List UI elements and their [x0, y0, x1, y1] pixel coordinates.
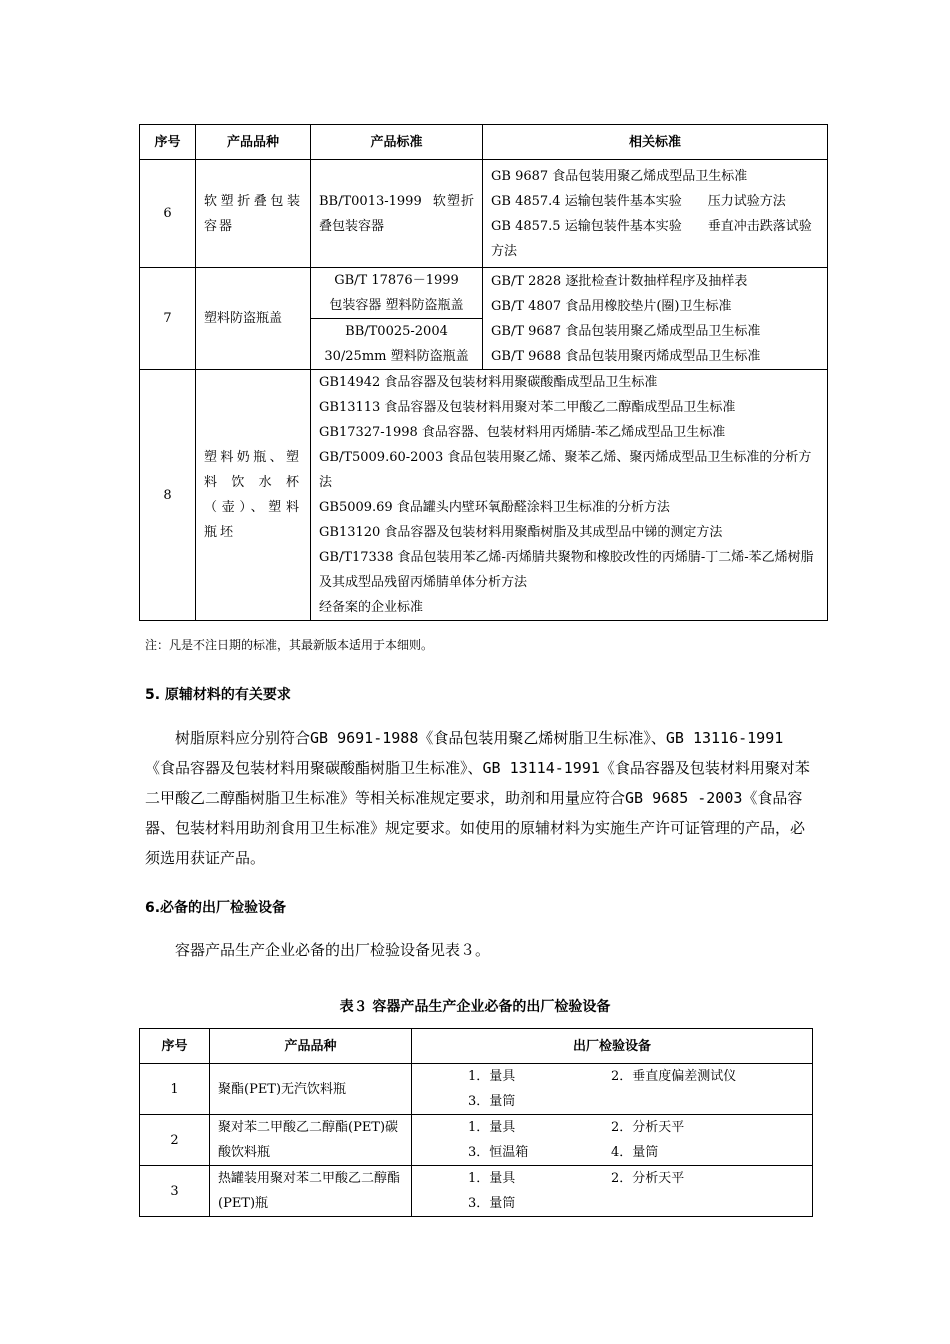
equipment-table: [139, 1028, 813, 1217]
standard-name: 包装容器 塑料防盗瓶盖: [329, 298, 464, 313]
header-standard: 产品标准: [311, 125, 483, 160]
section-5-body: 树脂原料应分别符合GB 9691-1988《食品包装用聚乙烯树脂卫生标准》、GB 13116-1991《食品容器及包装材料用聚碳酸酯树脂卫生标准》、GB 13114-1991《食品容器及包装材料用聚对苯二甲酸乙二醇酯树脂卫生标准》等相关标准规定要求，助剂和用量应符合GB 9685 -2003《食品容器、包装材料用助剂食用卫生标准》规定要求。如使用的原辅材料为实施生产许可证管理的产品，必须选用获证产品。: [145, 729, 810, 867]
table-row: [140, 1115, 813, 1166]
equipment-list: [412, 1115, 813, 1166]
header-product: 产品品种: [210, 1029, 412, 1064]
equipment-item: 3．恒温箱: [468, 1145, 529, 1160]
table-row: [140, 268, 828, 319]
row-number: 8: [140, 370, 196, 621]
related-item: 经备案的企业标准: [319, 600, 424, 615]
row-number: 6: [140, 160, 196, 268]
equipment-list: [412, 1064, 813, 1115]
related-standards: [311, 370, 828, 621]
table-3-caption: 表３ 容器产品生产企业必备的出厂检验设备: [339, 999, 611, 1015]
equipment-item: 3．量筒: [468, 1196, 516, 1211]
product-name: 热罐装用聚对苯二甲酸乙二醇酯(PET)瓶: [210, 1166, 412, 1217]
equipment-item: 1．量具: [468, 1120, 516, 1135]
table-note: 注：凡是不注日期的标准，其最新版本适用于本细则。: [145, 638, 434, 652]
section-6-heading: 6.必备的出厂检验设备: [145, 900, 287, 916]
row-number: 7: [140, 268, 196, 370]
row-number: 2: [140, 1115, 210, 1166]
table-row: [140, 370, 828, 621]
related-item: GB/T 4807 食品用橡胶垫片(圈)卫生标准: [491, 298, 732, 314]
related-item: GB5009.69 食品罐头内壁环氧酚醛涂料卫生标准的分析方法: [319, 500, 670, 515]
header-equipment: 出厂检验设备: [412, 1029, 813, 1064]
row-number: 3: [140, 1166, 210, 1217]
related-item: GB13120 食品容器及包装材料用聚酯树脂及其成型品中锑的测定方法: [319, 525, 723, 540]
equipment-item: 3．量筒: [468, 1094, 516, 1109]
product-standard: BB/T0013-1999 软塑折叠包装容器: [311, 160, 483, 268]
section-5-heading: 5. 原辅材料的有关要求: [145, 687, 291, 703]
equipment-item: 4．量筒: [611, 1145, 659, 1160]
equipment-item: 2．垂直度偏差测试仪: [611, 1069, 737, 1084]
related-item: GB/T 2828 逐批检查计数抽样程序及抽样表: [491, 273, 748, 289]
equipment-item: 2．分析天平: [611, 1171, 685, 1186]
related-item: GB14942 食品容器及包装材料用聚碳酸酯成型品卫生标准: [319, 375, 658, 390]
row-number: 1: [140, 1064, 210, 1115]
section-6-body: 容器产品生产企业必备的出厂检验设备见表３。: [175, 941, 491, 959]
related-item: GB 4857.4 运输包装件基本实验 压力试验方法: [491, 193, 786, 209]
related-item: GB/T17338 食品包装用苯乙烯-丙烯腈共聚物和橡胶改性的丙烯腈-丁二烯-苯乙烯树脂及其成型品残留丙烯腈单体分析方法: [319, 550, 814, 590]
equipment-item: 2．分析天平: [611, 1120, 685, 1135]
header-no: 序号: [140, 1029, 210, 1064]
related-item: GB/T 9688 食品包装用聚丙烯成型品卫生标准: [491, 348, 761, 364]
product-name: 聚对苯二甲酸乙二醇酯(PET)碳酸饮料瓶: [210, 1115, 412, 1166]
standards-table: [139, 124, 828, 621]
related-item: GB13113 食品容器及包装材料用聚对苯二甲酸乙二醇酯成型品卫生标准: [319, 400, 736, 415]
related-standards: [483, 268, 828, 370]
product-name: 塑料防盗瓶盖: [196, 268, 311, 370]
related-item: GB/T 9687 食品包装用聚乙烯成型品卫生标准: [491, 323, 761, 339]
related-item: GB17327-1998 食品容器、包装材料用丙烯腈-苯乙烯成型品卫生标准: [319, 425, 726, 440]
equipment-list: [412, 1166, 813, 1217]
equipment-item: 1．量具: [468, 1171, 516, 1186]
product-name: 聚酯(PET)无汽饮料瓶: [210, 1064, 412, 1115]
table-row: [140, 1166, 813, 1217]
table-header-row: [140, 125, 828, 160]
related-item: GB 4857.5 运输包装件基本实验 垂直冲击跌落试验方法: [491, 218, 812, 259]
table-row: [140, 160, 828, 268]
standard-code: BB/T0025-2004: [345, 324, 448, 339]
header-no: 序号: [140, 125, 196, 160]
standard-code: GB/T 17876－1999: [334, 273, 459, 288]
table-row: [140, 1064, 813, 1115]
related-item: GB/T5009.60-2003 食品包装用聚乙烯、聚苯乙烯、聚丙烯成型品卫生标准的分析方法: [319, 450, 812, 490]
product-standard: [311, 268, 483, 319]
related-item: GB 9687 食品包装用聚乙烯成型品卫生标准: [491, 168, 748, 184]
related-standards: [483, 160, 828, 268]
product-name: 软塑折叠包装容器: [196, 160, 311, 268]
table-header-row: [140, 1029, 813, 1064]
standard-name: 30/25mm 塑料防盗瓶盖: [324, 349, 469, 364]
equipment-item: 1．量具: [468, 1069, 516, 1084]
header-product: 产品品种: [196, 125, 311, 160]
product-name: 塑料奶瓶、塑料饮水杯（壶）、塑料瓶坯: [196, 370, 311, 621]
product-standard: [311, 319, 483, 370]
header-related: 相关标准: [483, 125, 828, 160]
